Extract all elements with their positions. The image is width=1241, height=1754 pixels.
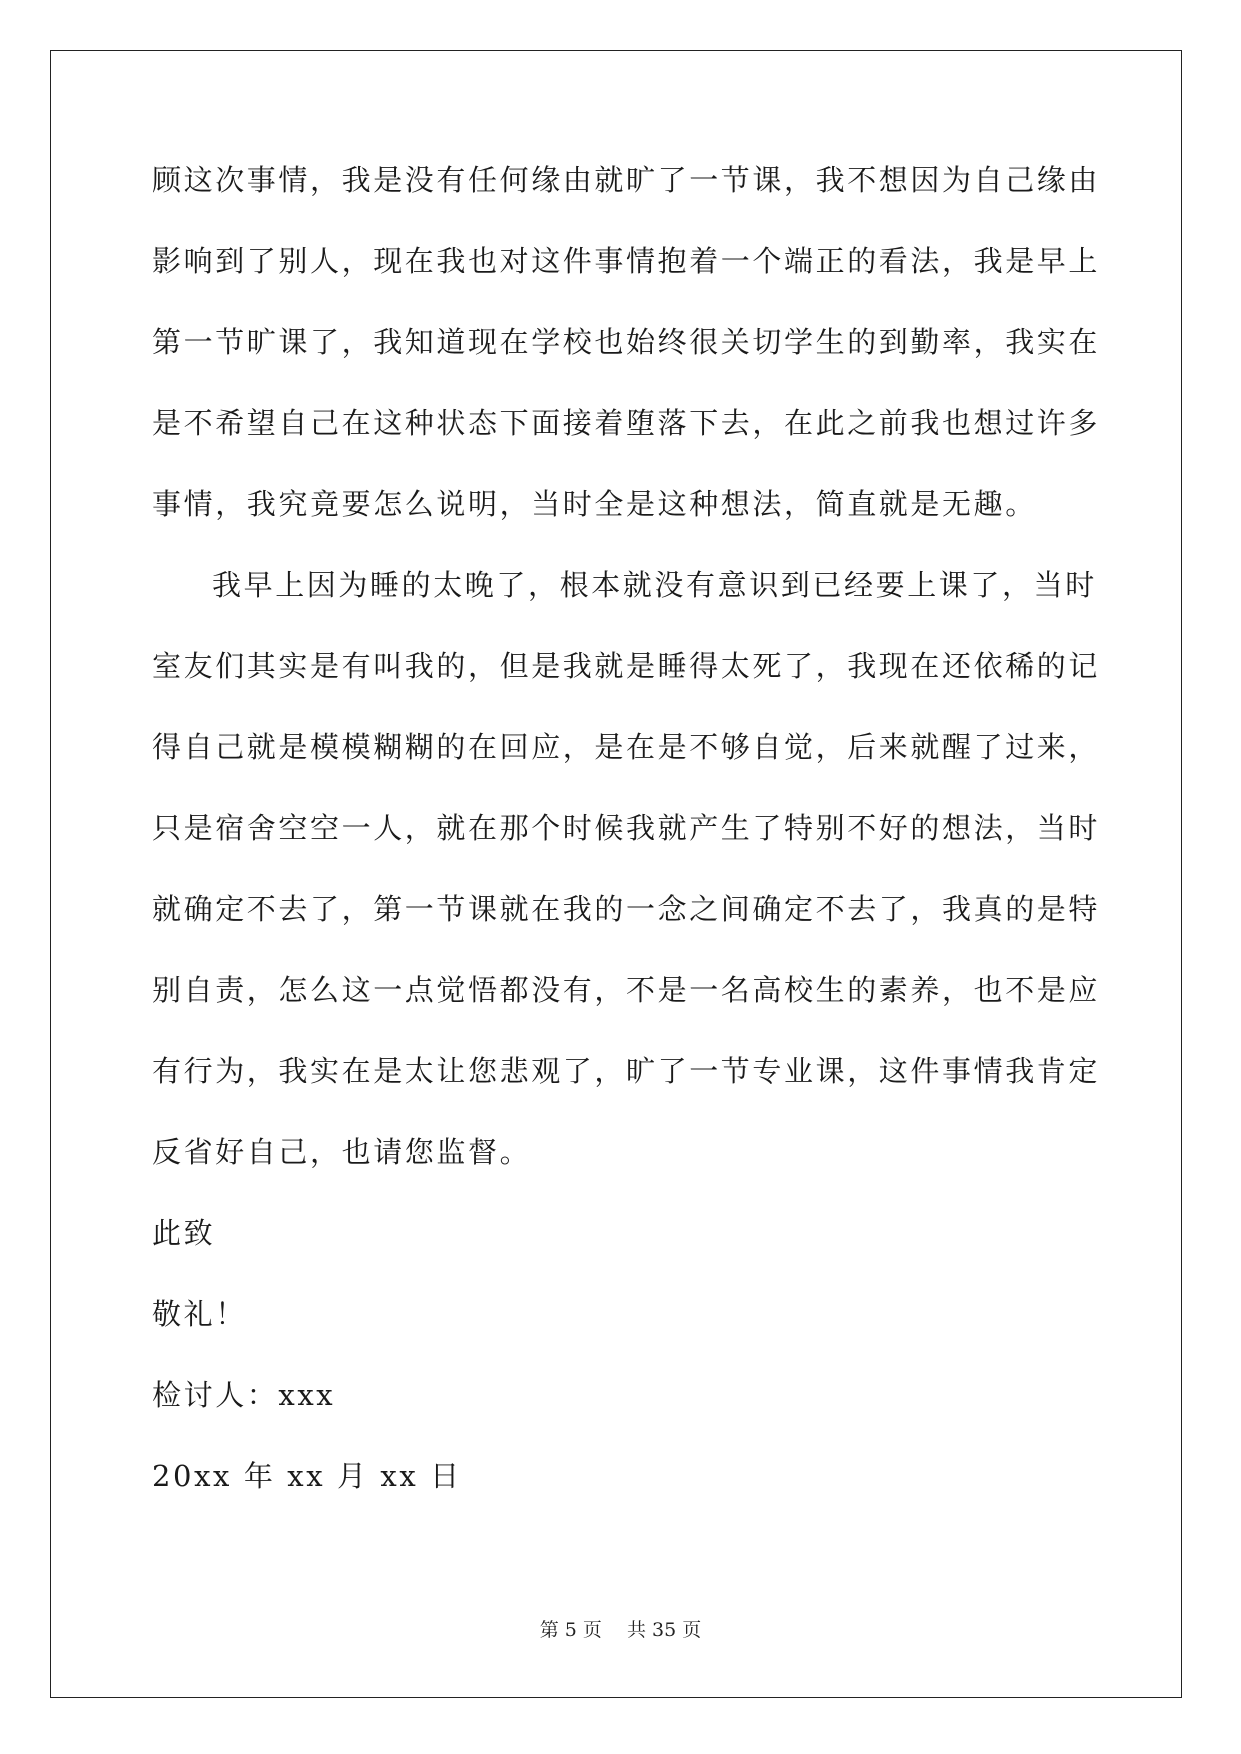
text-line: 事情，我究竟要怎么说明，当时全是这种想法，简直就是无趣。: [152, 487, 1037, 521]
salutation: 敬礼！: [152, 1297, 247, 1331]
date: 20xx 年 xx 月 xx 日: [152, 1459, 462, 1493]
document-body: [152, 152, 1101, 1529]
text-line: 室友们其实是有叫我的，但是我就是睡得太死了，我现在还依稀的记: [152, 649, 1101, 683]
paragraph-2: [152, 557, 1101, 1205]
text-line: 有行为，我实在是太让您悲观了，旷了一节专业课，这件事情我肯定: [152, 1054, 1101, 1088]
signature: 检讨人：xxx: [152, 1378, 336, 1412]
page-number-footer: 第 5 页 共 35 页: [539, 1619, 702, 1641]
text-line: 我早上因为睡的太晚了，根本就没有意识到已经要上课了，当时: [212, 568, 1097, 602]
text-line: 就确定不去了，第一节课就在我的一念之间确定不去了，我真的是特: [152, 892, 1101, 926]
text-line: 影响到了别人，现在我也对这件事情抱着一个端正的看法，我是早上: [152, 244, 1101, 278]
closing: 此致: [152, 1216, 216, 1250]
text-line: 得自己就是模模糊糊的在回应，是在是不够自觉，后来就醒了过来，: [152, 730, 1101, 764]
text-line: 反省好自己，也请您监督。: [152, 1135, 532, 1169]
text-line: 顾这次事情，我是没有任何缘由就旷了一节课，我不想因为自己缘由: [152, 163, 1101, 197]
text-line: 只是宿舍空空一人，就在那个时候我就产生了特别不好的想法，当时: [152, 811, 1101, 845]
text-line: 第一节旷课了，我知道现在学校也始终很关切学生的到勤率，我实在: [152, 325, 1101, 359]
text-line: 是不希望自己在这种状态下面接着堕落下去，在此之前我也想过许多: [152, 406, 1101, 440]
text-line: 别自责，怎么这一点觉悟都没有，不是一名高校生的素养，也不是应: [152, 973, 1101, 1007]
paragraph-1: [152, 152, 1101, 557]
